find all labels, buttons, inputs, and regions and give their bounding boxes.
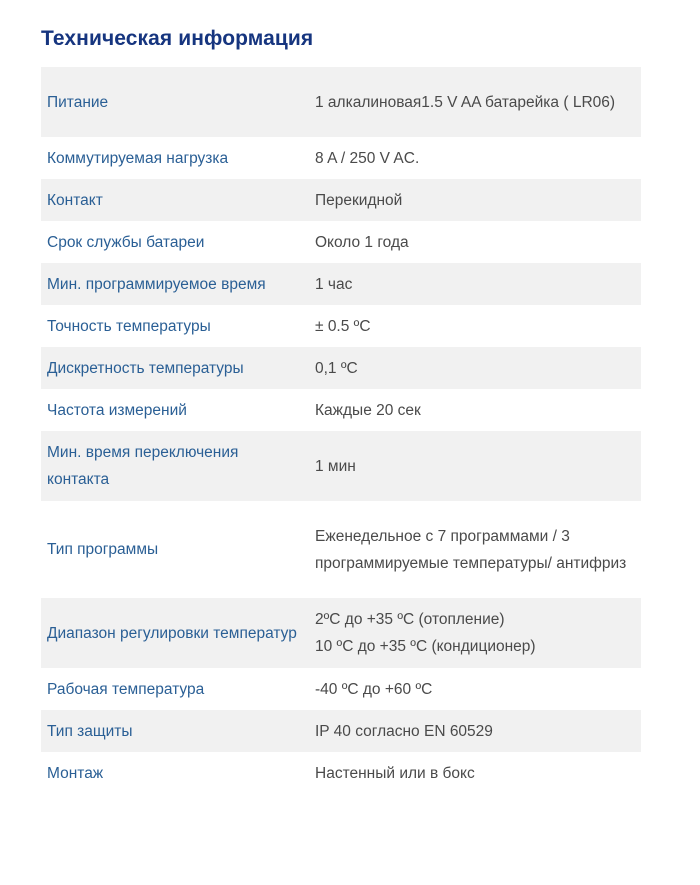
table-row bbox=[41, 305, 641, 347]
spec-value-battery-life: Около 1 года bbox=[309, 221, 641, 263]
specs-table bbox=[41, 67, 641, 794]
table-row bbox=[41, 137, 641, 179]
spec-value-measure-frequency: Каждые 20 сек bbox=[309, 389, 641, 431]
table-row bbox=[41, 598, 641, 668]
spec-label-mounting: Монтаж bbox=[41, 752, 309, 794]
table-row bbox=[41, 179, 641, 221]
spec-label-load: Коммутируемая нагрузка bbox=[41, 137, 309, 179]
spec-label-temp-accuracy: Точность температуры bbox=[41, 305, 309, 347]
spec-label-contact: Контакт bbox=[41, 179, 309, 221]
spec-label-temp-resolution: Дискретность температуры bbox=[41, 347, 309, 389]
spec-label-protection-type: Тип защиты bbox=[41, 710, 309, 752]
spec-value-temp-range bbox=[309, 598, 641, 668]
spec-value-min-switch-time: 1 мин bbox=[309, 431, 641, 501]
table-row bbox=[41, 347, 641, 389]
spec-label-operating-temp: Рабочая температура bbox=[41, 668, 309, 710]
spec-value-temp-accuracy: ± 0.5 ºC bbox=[309, 305, 641, 347]
spec-value-protection-type: IP 40 согласно EN 60529 bbox=[309, 710, 641, 752]
spec-value-temp-range-heating: 2ºC до +35 ºC (отопление) bbox=[315, 611, 505, 628]
table-row bbox=[41, 263, 641, 305]
spec-label-power: Питание bbox=[41, 67, 309, 137]
spec-label-min-program-time: Мин. программируемое время bbox=[41, 263, 309, 305]
table-row bbox=[41, 501, 641, 598]
table-row bbox=[41, 668, 641, 710]
spec-value-min-program-time: 1 час bbox=[309, 263, 641, 305]
table-row bbox=[41, 67, 641, 137]
table-row bbox=[41, 431, 641, 501]
table-row bbox=[41, 710, 641, 752]
spec-value-temp-range-cooling: 10 ºC до +35 ºC (кондиционер) bbox=[315, 638, 536, 655]
spec-label-program-type: Тип программы bbox=[41, 501, 309, 598]
spec-value-operating-temp: -40 ºC до +60 ºC bbox=[309, 668, 641, 710]
spec-label-temp-range: Диапазон регулировки температур bbox=[41, 598, 309, 668]
spec-value-program-type: Еженедельное с 7 программами / 3 программируемые температуры/ антифриз bbox=[309, 501, 641, 598]
spec-label-min-switch-time: Мин. время переключения контакта bbox=[41, 431, 309, 501]
spec-value-temp-resolution: 0,1 ºC bbox=[309, 347, 641, 389]
spec-value-power: 1 алкалиновая1.5 V AA батарейка ( LR06) bbox=[309, 67, 641, 137]
table-row bbox=[41, 752, 641, 794]
page-title: Техническая информация bbox=[41, 27, 314, 50]
spec-value-load: 8 A / 250 V AC. bbox=[309, 137, 641, 179]
spec-label-battery-life: Срок службы батареи bbox=[41, 221, 309, 263]
spec-value-contact: Перекидной bbox=[309, 179, 641, 221]
spec-label-measure-frequency: Частота измерений bbox=[41, 389, 309, 431]
table-row bbox=[41, 221, 641, 263]
table-row bbox=[41, 389, 641, 431]
spec-value-mounting: Настенный или в бокс bbox=[309, 752, 641, 794]
